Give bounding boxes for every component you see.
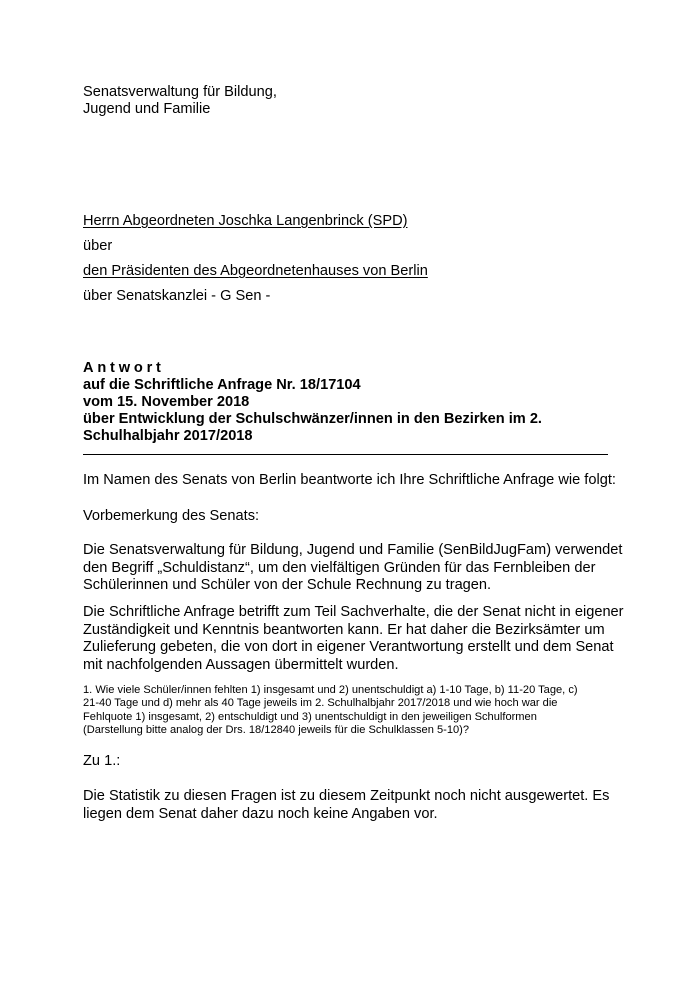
via-senatskanzlei: über Senatskanzlei - G Sen - [83,288,271,304]
paragraph-1-line: Die Senatsverwaltung für Bildung, Jugend und Familie (SenBildJugFam) verwendet [83,542,623,558]
answer-1-line: liegen dem Senat daher dazu noch keine Angaben vor. [83,805,438,822]
paragraph-2-line: Zuständigkeit und Kenntnis beantworten kann. Er hat daher die Bezirksämter um [83,621,605,638]
via-label-1: über [83,238,113,254]
paragraph-2-line: Zulieferung gebeten, die von dort in eigener Verantwortung erstellt und dem Senat [83,639,614,655]
intro-sentence: Im Namen des Senats von Berlin beantworte ich Ihre Schriftliche Anfrage wie folgt: [83,472,616,488]
sender-block [83,84,277,118]
answer-header [83,360,542,445]
answer-title: Antwort [83,360,165,376]
sender-line-1: Senatsverwaltung für Bildung, [83,84,277,100]
paragraph-1-line: den Begriff „Schuldistanz“, um den vielfältigen Gründen für das Fernbleiben der [83,559,596,576]
answer-1-line: Die Statistik zu diesen Fragen ist zu diesem Zeitpunkt noch nicht ausgewertet. Es [83,788,610,804]
question-1-line: 21-40 Tage und d) mehr als 40 Tage jeweils im 2. Schulhalbjahr 2017/2018 und wie hoch war die [83,697,558,710]
inquiry-number: auf die Schriftliche Anfrage Nr. 18/17104 [83,377,361,393]
president-line: den Präsidenten des Abgeordnetenhauses von Berlin [83,263,428,279]
paragraph-1 [83,542,623,595]
answer-1-label: Zu 1.: [83,753,121,769]
question-1 [83,684,623,737]
inquiry-subject-1: über Entwicklung der Schulschwänzer/innen in den Bezirken im 2. [83,411,542,427]
preliminary-label: Vorbemerkung des Senats: [83,508,260,524]
sender-line-2: Jugend und Familie [83,101,211,117]
question-1-line: Fehlquote 1) insgesamt, 2) entschuldigt und 3) unentschuldigt in den jeweiligen Schulformen [83,710,537,723]
recipient-name: Herrn Abgeordneten Joschka Langenbrinck (SPD) [83,213,408,229]
paragraph-2-line: mit nachfolgenden Aussagen übermittelt wurden. [83,656,399,673]
header-divider [83,454,608,455]
paragraph-2-line: Die Schriftliche Anfrage betrifft zum Teil Sachverhalte, die der Senat nicht in eigener [83,604,624,620]
paragraph-1-line: Schülerinnen und Schüler von der Schule Rechnung zu tragen. [83,577,492,593]
question-1-line: 1. Wie viele Schüler/innen fehlten 1) insgesamt und 2) unentschuldigt a) 1-10 Tage, b) 11-20 Tage, c) [83,684,578,696]
paragraph-2 [83,604,623,674]
answer-1 [83,788,623,823]
question-1-line: (Darstellung bitte analog der Drs. 18/12840 jeweils für die Schulklassen 5-10)? [83,723,470,736]
inquiry-subject-2: Schulhalbjahr 2017/2018 [83,428,253,444]
inquiry-date: vom 15. November 2018 [83,394,250,410]
